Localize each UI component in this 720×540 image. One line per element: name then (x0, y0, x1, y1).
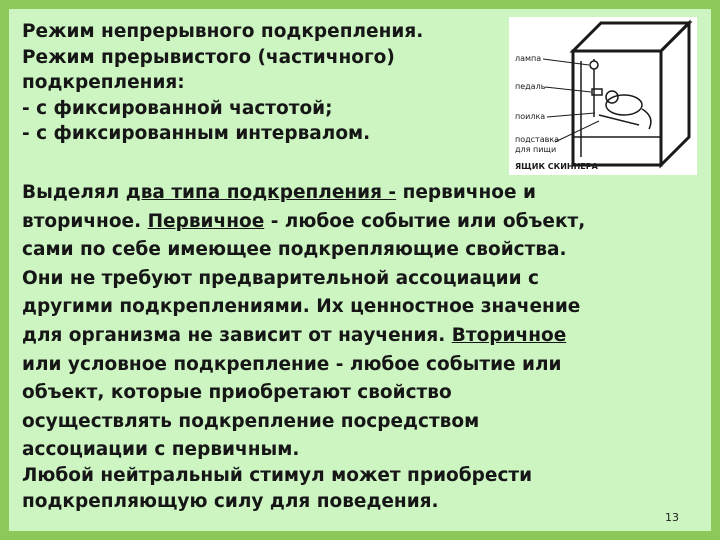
text-line: объект, которые приобретают свойство (22, 382, 452, 404)
skinner-box-illustration (509, 17, 697, 175)
box-front (573, 51, 661, 165)
mode-line: Режим непрерывного подкрепления. (22, 21, 424, 42)
text-line: сами по себе имеющее подкрепляющие свойства. (22, 239, 567, 261)
text-line: подкрепляющую силу для поведения. (22, 490, 439, 512)
neutral-stimulus-paragraph (22, 463, 532, 514)
text-span: вторичное. (22, 210, 148, 232)
skinner-box-drawing (509, 17, 697, 175)
lamp-icon (590, 61, 598, 69)
label-food: подставка (515, 135, 560, 144)
page-number: 13 (665, 511, 679, 524)
secondary-link: Вторичное (451, 324, 567, 346)
text-line (22, 179, 585, 208)
figure-caption: ЯЩИК СКИННЕРА (515, 162, 598, 171)
mode-line: - с фиксированным интервалом. (22, 123, 371, 144)
primary-secondary-paragraph (22, 179, 585, 465)
text-line (22, 322, 585, 351)
text-line: Любой нейтральный стимул может приобрести (22, 465, 533, 486)
text-line (22, 208, 585, 237)
label-pedal: педаль (515, 82, 546, 91)
text-line: другими подкреплениями. Их ценностное значение (22, 296, 581, 318)
text-line: или условное подкрепление - любое событие или (22, 353, 562, 375)
primary-link: Первичное (147, 210, 265, 232)
mode-line: Режим прерывистого (частичного) (22, 46, 395, 68)
reinforcement-modes (22, 19, 423, 147)
box-side (661, 23, 689, 165)
text-line: осуществлять подкрепление посредством (22, 410, 480, 432)
text-span: для организма не зависит от научения. (22, 324, 452, 346)
label-lamp: лампа (515, 54, 542, 63)
mode-line: - с фиксированной частотой; (22, 97, 333, 119)
label-food-line2: для пищи (515, 145, 557, 154)
text-span: первичное и (396, 182, 536, 203)
label-feeder: поилка (515, 112, 546, 121)
two-types-link: два типа подкрепления - (125, 182, 397, 203)
mode-line: подкрепления: (22, 72, 185, 93)
slide (9, 9, 711, 531)
text-line: Они не требуют предварительной ассоциации с (22, 267, 539, 289)
text-span: - любое событие или объект, (264, 210, 586, 232)
box-top (573, 23, 689, 51)
rat-icon (606, 95, 642, 115)
text-span: Выделял (22, 182, 126, 203)
text-line: ассоциации с первичным. (22, 439, 300, 461)
